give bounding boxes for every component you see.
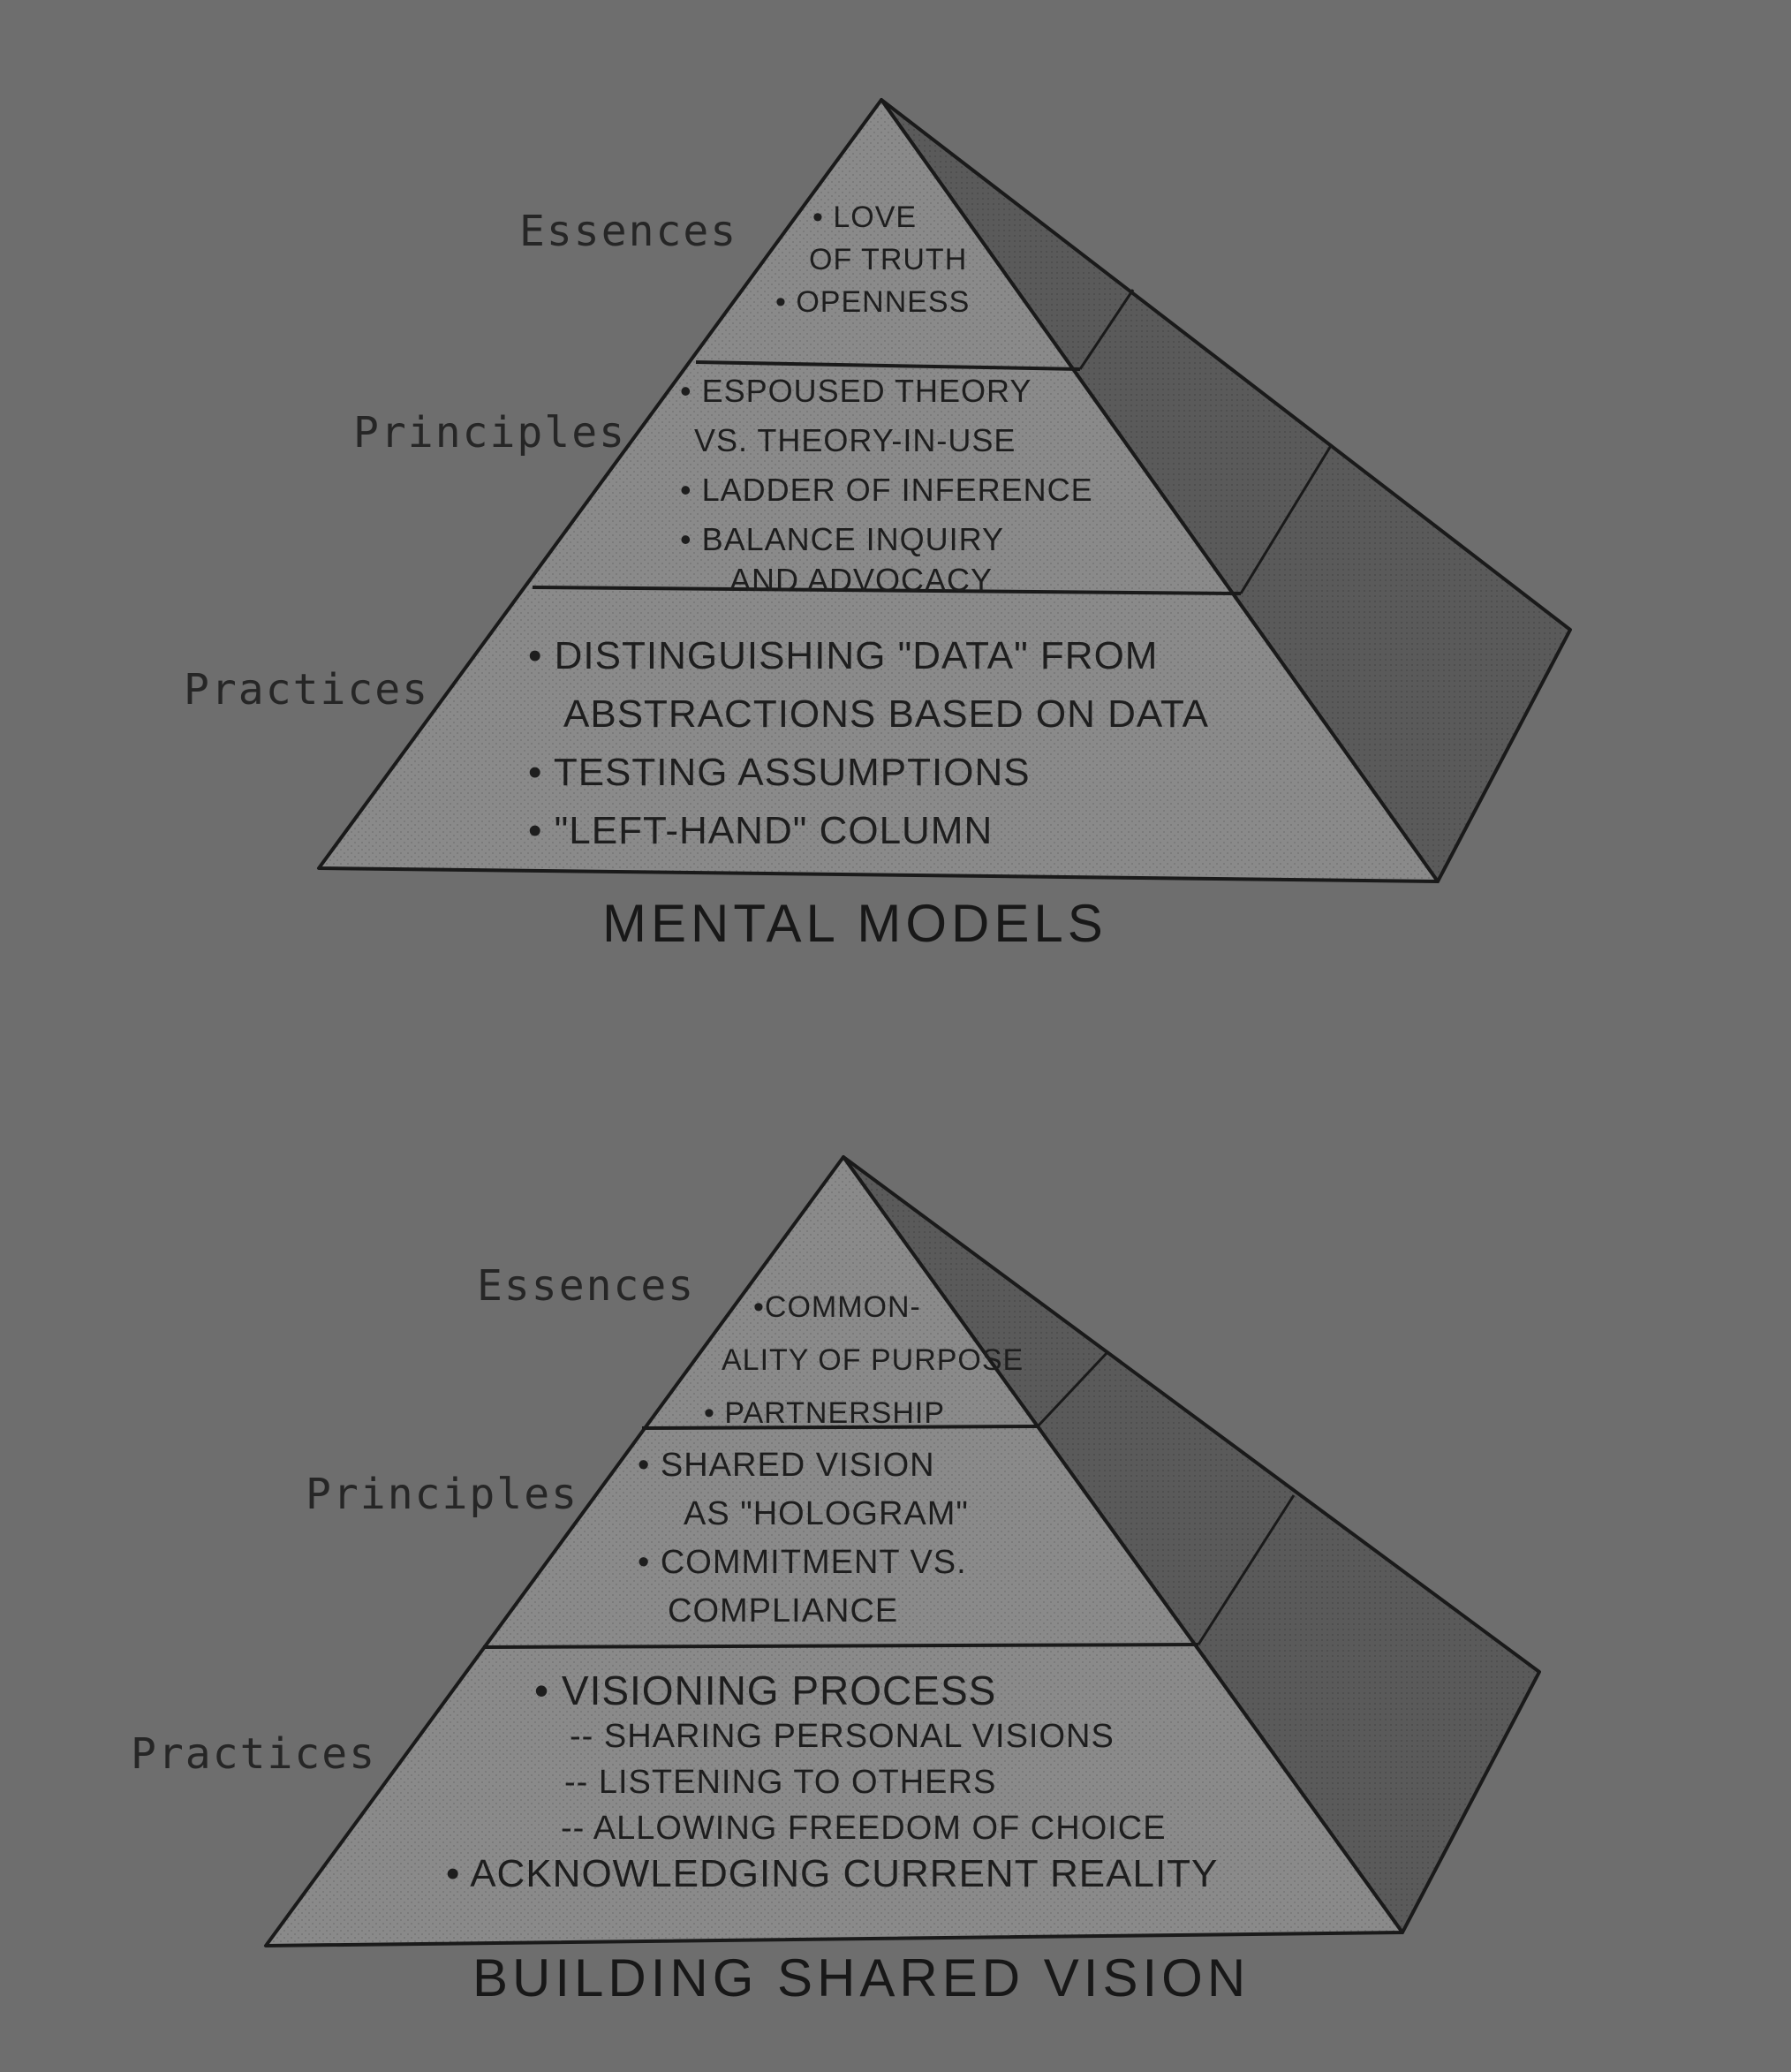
list-item: • COMMITMENT VS. — [638, 1544, 967, 1581]
list-item: • BALANCE INQUIRY — [680, 521, 1005, 557]
list-item: • ACKNOWLEDGING CURRENT REALITY — [446, 1852, 1219, 1895]
list-item: • LOVE — [812, 200, 918, 234]
list-item: VS. THEORY-IN-USE — [694, 422, 1016, 458]
pyramid-2-practices-label: Practices — [131, 1729, 377, 1779]
pyramid-2-essences-items — [704, 1281, 1024, 1440]
list-item: -- LISTENING TO OTHERS — [564, 1764, 997, 1801]
pyramid-1-essences-label: Essences — [519, 207, 738, 256]
pyramid-1-caption: MENTAL MODELS — [602, 894, 1107, 953]
pyramid-1-principles-label: Principles — [353, 408, 626, 458]
list-item: COMPLIANCE — [668, 1592, 899, 1630]
pyramid-1-essences-items — [775, 196, 971, 323]
list-item: • DISTINGUISHING "DATA" FROM — [528, 634, 1159, 677]
pyramid-1-practices-label: Practices — [184, 665, 430, 715]
list-item: ALITY OF PURPOSE — [722, 1343, 1024, 1377]
pyramid-2-caption: BUILDING SHARED VISION — [472, 1948, 1251, 2008]
pyramid-1-practices-items — [528, 627, 1209, 860]
list-item: • OPENNESS — [775, 285, 971, 319]
list-item: OF TRUTH — [809, 243, 968, 276]
list-item: • ESPOUSED THEORY — [680, 373, 1032, 409]
list-item: AS "HOLOGRAM" — [684, 1495, 969, 1532]
list-item: • TESTING ASSUMPTIONS — [528, 751, 1031, 794]
list-item: • "LEFT-HAND" COLUMN — [528, 809, 994, 852]
pyramid-2-essences-label: Essences — [477, 1261, 696, 1311]
list-item: • VISIONING PROCESS — [534, 1667, 997, 1713]
list-item: • SHARED VISION — [638, 1447, 935, 1484]
pyramid-2-principles-items — [638, 1441, 969, 1636]
list-item: •COMMON- — [753, 1290, 921, 1324]
pyramid-2-practices-items — [446, 1667, 1218, 1897]
list-item: -- SHARING PERSONAL VISIONS — [570, 1718, 1115, 1755]
pyramid-2-principles-label: Principles — [306, 1470, 578, 1519]
list-item: ABSTRACTIONS BASED ON DATA — [563, 692, 1209, 736]
pyramid-1-principles-items — [680, 367, 1093, 596]
list-item: • LADDER OF INFERENCE — [680, 472, 1093, 508]
list-item: AND ADVOCACY — [729, 562, 994, 598]
list-item: -- ALLOWING FREEDOM OF CHOICE — [561, 1810, 1167, 1847]
list-item: • PARTNERSHIP — [704, 1396, 946, 1430]
